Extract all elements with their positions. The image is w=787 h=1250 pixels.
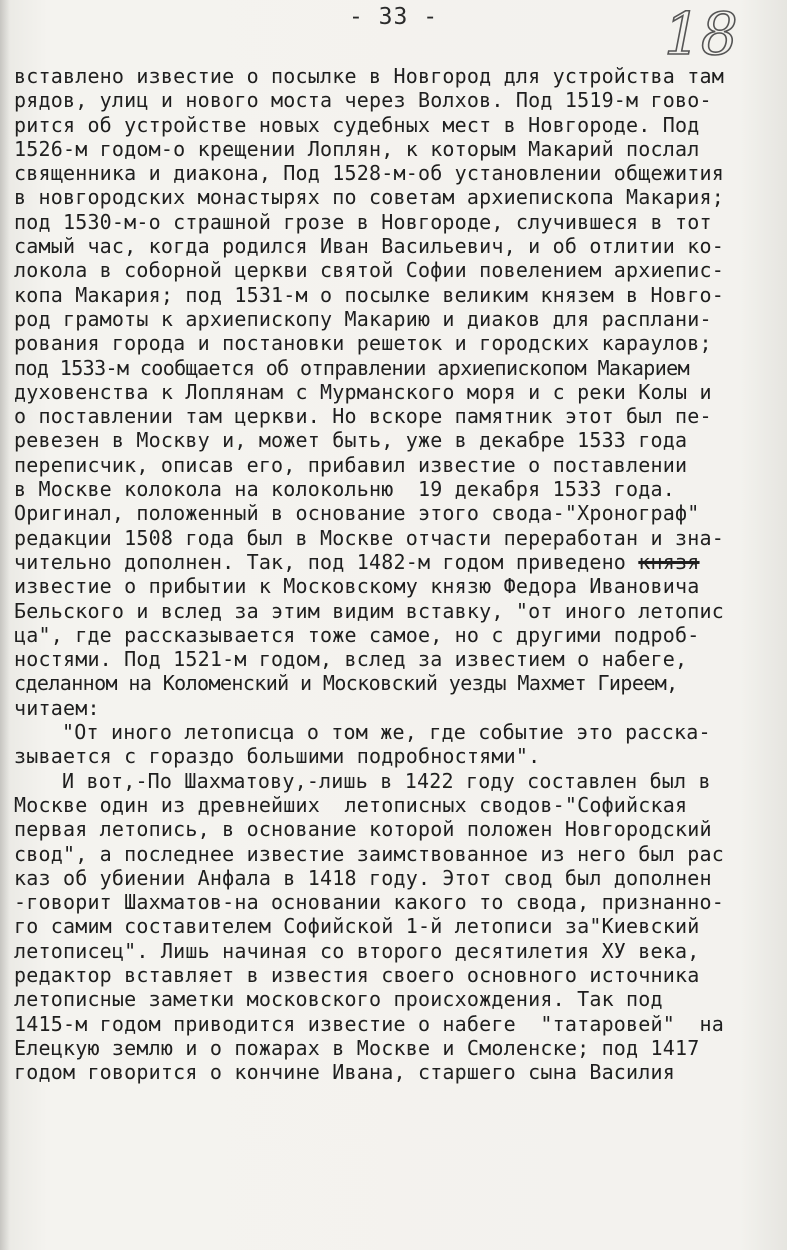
handwritten-page-number xyxy=(660,0,738,68)
text-line-29: зывается с гораздо большими подробностями". xyxy=(14,744,541,769)
text-line-6: в новгородских монастырях по советам архиепископа Макария; xyxy=(14,185,724,210)
text-line-22: известие о прибытии к Московскому князю Федора Ивановича xyxy=(14,574,700,599)
page-number: - 33 - xyxy=(348,4,439,30)
typewritten-body xyxy=(14,64,782,1084)
text-line-23: Бельского и вслед за этим видим вставку, "от иного летопис xyxy=(14,598,724,623)
text-line-7: под 1530-м-о страшной грозе в Новгороде, случившеся в тот xyxy=(14,209,712,234)
page-edge-shadow xyxy=(0,0,10,1250)
text-line-5: священника и диакона, Под 1528-м-об установлении общежития xyxy=(14,161,724,186)
text-line-40: 1415-м годом приводится известие о набеге "татаровей" на xyxy=(14,1011,724,1036)
text-line-24: ца", где рассказывается тоже самое, но с другими подроб- xyxy=(14,622,700,647)
text-line-34: каз об убиении Анфала в 1418 году. Этот свод был дополнен xyxy=(14,865,712,890)
text-line-15: о поставлении там церкви. Но вскоре памятник этот был пе- xyxy=(14,404,712,429)
struck-word: князя xyxy=(638,549,700,574)
text-line-13: под 1533-м сообщается об отправлении архиепископом Макарием xyxy=(14,355,690,380)
handwritten-number-text: 18 xyxy=(664,0,738,68)
text-line-10: копа Макария; под 1531-м о посылке великим князем в Новго- xyxy=(14,282,724,307)
text-line-19: Оригинал, положенный в основание этого свода-"Хронограф" xyxy=(14,501,700,526)
text-line-38: редактор вставляет в известия своего основного источника xyxy=(14,962,700,987)
text-line-28: "От иного летописца о том же, где событие это расска- xyxy=(62,720,711,745)
text-line-26: сделанном на Коломенский и Московский уезды Махмет Гиреем, xyxy=(14,671,678,696)
text-line-35: -говорит Шахматов-на основании какого то свода, признанно- xyxy=(14,890,724,915)
text-line-2: рядов, улиц и нового моста через Волхов. Под 1519-м гово- xyxy=(14,88,712,113)
text-line-37: летописец". Лишь начиная со второго десятилетия ХУ века, xyxy=(14,938,700,963)
text-line-18: в Москве колокола на колокольню 19 декабря 1533 года. xyxy=(14,477,676,502)
text-line-39: летописные заметки московского происхождения. Так под xyxy=(14,987,663,1012)
text-line-1: вставлено известие о посылке в Новгород для устройства там xyxy=(14,64,724,88)
text-line-36: го самим составителем Софийской 1-й летописи за"Киевский xyxy=(14,914,700,939)
text-line-12: рования города и постановки решеток и городских караулов; xyxy=(14,331,712,356)
text-line-41: Елецкую землю и о пожарах в Москве и Смоленске; под 1417 xyxy=(14,1035,700,1060)
text-line-17: переписчик, описав его, прибавил известие о поставлении xyxy=(14,452,688,477)
text-line-25: ностями. Под 1521-м годом, вслед за известием о набеге, xyxy=(14,647,688,672)
text-line-20: редакции 1508 года был в Москве отчасти переработан и зна- xyxy=(14,525,724,550)
text-line-3: рится об устройстве новых судебных мест в Новгороде. Под xyxy=(14,112,700,137)
text-line-21 xyxy=(14,550,782,574)
text-line-14: духовенства к Лоплянам с Мурманского моря и с реки Колы и xyxy=(14,379,712,404)
text-line-21-main: чительно дополнен. Так, под 1482-м годом приведено xyxy=(14,549,627,574)
text-line-16: ревезен в Москву и, может быть, уже в декабре 1533 года xyxy=(14,428,688,453)
text-line-32: первая летопись, в основание которой положен Новгородский xyxy=(14,817,712,842)
text-line-4: 1526-м годом-о крещении Лоплян, к которым Макарий послал xyxy=(14,136,700,161)
text-line-11: род грамоты к архиепископу Макарию и диаков для расплани- xyxy=(14,306,712,331)
text-line-9: локола в соборной церкви святой Софии повелением архиепис- xyxy=(14,258,724,283)
text-line-27: читаем: xyxy=(14,695,100,720)
text-line-33: свод", а последнее известие заимствованное из него был рас xyxy=(14,841,724,866)
text-line-30: И вот,-По Шахматову,-лишь в 1422 году составлен был в xyxy=(62,768,711,793)
text-line-8: самый час, когда родился Иван Васильевич, и об отлитии ко- xyxy=(14,234,724,259)
text-line-42: годом говорится о кончине Ивана, старшего сына Василия xyxy=(14,1060,676,1085)
text-line-31: Москве один из древнейших летописных сводов-"Софийская xyxy=(14,792,688,817)
